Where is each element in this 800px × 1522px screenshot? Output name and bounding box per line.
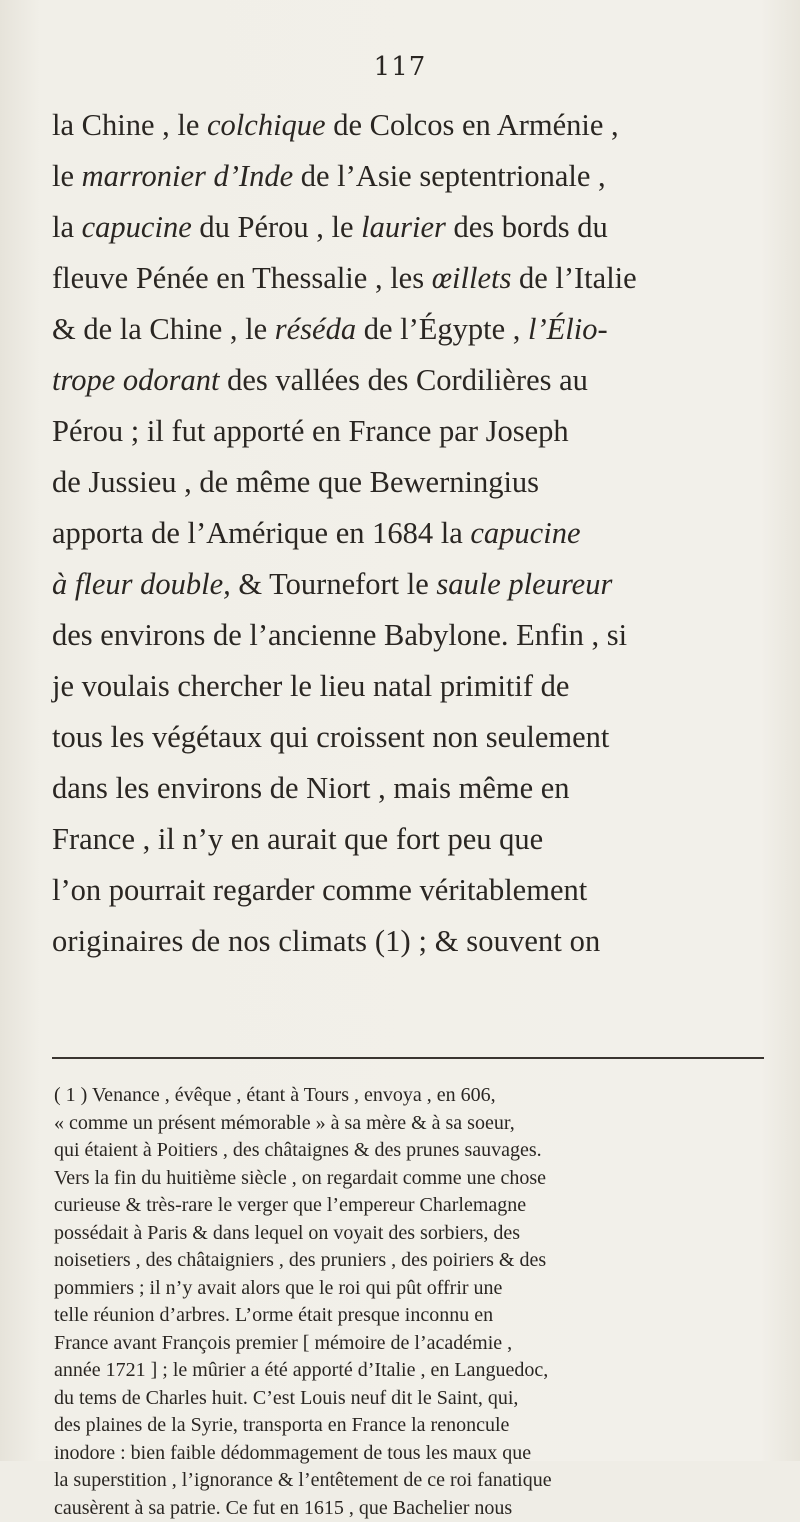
text-run: des environs de l’ancienne Babylone. Enfin , si [52, 618, 627, 652]
text-line [52, 253, 764, 304]
footnote-line: France avant François premier [ mémoire de l’académie , [54, 1330, 768, 1358]
italic-text-run: saule pleureur [436, 567, 612, 601]
italic-text-run: l’Élio- [528, 312, 608, 346]
footnote-line: telle réunion d’arbres. L’orme était presque inconnu en [54, 1302, 768, 1330]
text-run: de l’Égypte , [356, 312, 528, 346]
text-run: le [52, 159, 82, 193]
text-run: de l’Asie septentrionale , [293, 159, 606, 193]
text-line [52, 508, 764, 559]
footnote-line: pommiers ; il n’y avait alors que le roi qui pût offrir une [54, 1275, 768, 1303]
footnote-line: qui étaient à Poitiers , des châtaignes & des prunes sauvages. [54, 1137, 768, 1165]
italic-text-run: trope odorant [52, 363, 219, 397]
text-line [52, 763, 764, 814]
text-run: des bords du [446, 210, 608, 244]
footnote-line: des plaines de la Syrie, transporta en France la renoncule [54, 1412, 768, 1440]
text-line [52, 610, 764, 661]
text-line [52, 559, 764, 610]
text-run: France , il n’y en aurait que fort peu que [52, 822, 543, 856]
footnote-line: curieuse & très-rare le verger que l’empereur Charlemagne [54, 1192, 768, 1220]
text-line [52, 865, 764, 916]
footnote-block [54, 1082, 768, 1522]
text-run: de Jussieu , de même que Bewerningius [52, 465, 539, 499]
page-number: 117 [0, 52, 800, 82]
text-run: la Chine , le [52, 108, 207, 142]
italic-text-run: œillets [432, 261, 512, 295]
footnote-line: possédait à Paris & dans lequel on voyait des sorbiers, des [54, 1220, 768, 1248]
footnote-line: ( 1 ) Venance , évêque , étant à Tours , envoya , en 606, [54, 1082, 768, 1110]
text-line [52, 406, 764, 457]
text-run: de l’Italie [511, 261, 636, 295]
text-line [52, 304, 764, 355]
main-text [52, 100, 764, 967]
text-line [52, 814, 764, 865]
text-line [52, 151, 764, 202]
text-line [52, 916, 764, 967]
italic-text-run: marronier d’Inde [82, 159, 294, 193]
text-run: & Tournefort le [231, 567, 437, 601]
text-run: des vallées des Cordilières au [219, 363, 587, 397]
italic-text-run: colchique [207, 108, 326, 142]
footnote-separator-rule [52, 1057, 764, 1059]
text-run: l’on pourrait regarder comme véritablement [52, 873, 587, 907]
text-line [52, 661, 764, 712]
text-line [52, 100, 764, 151]
italic-text-run: laurier [361, 210, 446, 244]
text-run: & de la Chine , le [52, 312, 275, 346]
text-run: la [52, 210, 82, 244]
italic-text-run: capucine [470, 516, 580, 550]
text-run: je voulais chercher le lieu natal primitif de [52, 669, 569, 703]
text-line [52, 355, 764, 406]
text-run: apporta de l’Amérique en 1684 la [52, 516, 470, 550]
text-run: tous les végétaux qui croissent non seulement [52, 720, 609, 754]
text-run: du Pérou , le [192, 210, 361, 244]
footnote-line: « comme un présent mémorable » à sa mère & à sa soeur, [54, 1110, 768, 1138]
text-run: Pérou ; il fut apporté en France par Joseph [52, 414, 569, 448]
italic-text-run: réséda [275, 312, 356, 346]
footnote-line: Vers la fin du huitième siècle , on regardait comme une chose [54, 1165, 768, 1193]
footnote-line: du tems de Charles huit. C’est Louis neuf dit le Saint, qui, [54, 1385, 768, 1413]
text-run: fleuve Pénée en Thessalie , les [52, 261, 432, 295]
footnote-line: inodore : bien faible dédommagement de tous les maux que [54, 1440, 768, 1468]
footnote-line: causèrent à sa patrie. Ce fut en 1615 , que Bachelier nous [54, 1495, 768, 1522]
footnote-line: la superstition , l’ignorance & l’entêtement de ce roi fanatique [54, 1467, 768, 1495]
italic-text-run: à fleur double, [52, 567, 231, 601]
text-line [52, 202, 764, 253]
footnote-line: noisetiers , des châtaigniers , des pruniers , des poiriers & des [54, 1247, 768, 1275]
footnote-line: année 1721 ] ; le mûrier a été apporté d’Italie , en Languedoc, [54, 1357, 768, 1385]
text-run: dans les environs de Niort , mais même en [52, 771, 570, 805]
text-line [52, 712, 764, 763]
text-run: originaires de nos climats (1) ; & souvent on [52, 924, 600, 958]
italic-text-run: capucine [82, 210, 192, 244]
text-run: de Colcos en Arménie , [326, 108, 619, 142]
text-line [52, 457, 764, 508]
